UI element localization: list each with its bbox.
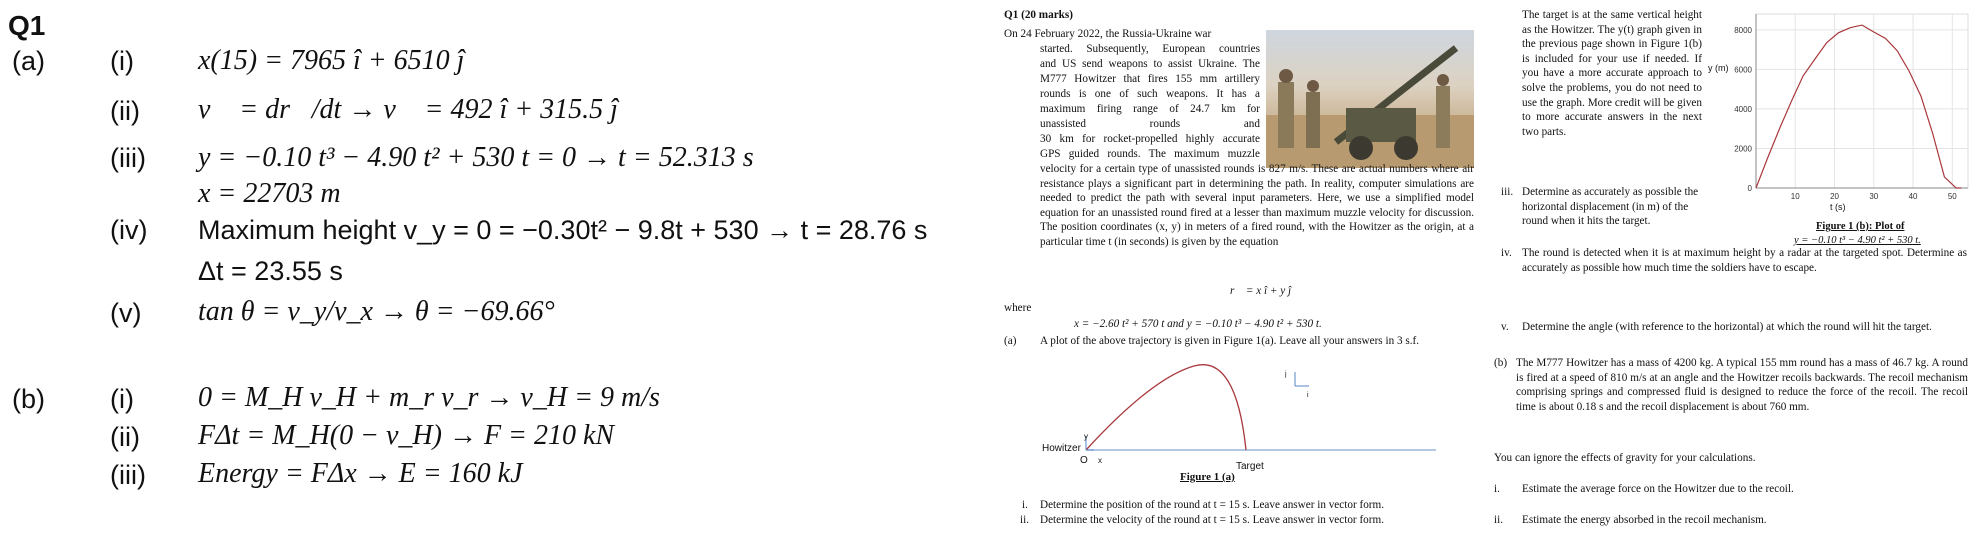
- intro-line: GPS guided rounds. The maximum muzzle: [1040, 148, 1260, 160]
- y-tick-label: 4000: [1734, 104, 1752, 114]
- item-v-text: Determine the angle (with reference to the horizontal) at which the round will hit the target.: [1522, 321, 1932, 333]
- y-tick-label: 2000: [1734, 144, 1752, 154]
- row-num: (iv): [110, 215, 148, 245]
- item-a-i-text: Determine the position of the round at t = 15 s. Leave answer in vector form.: [1040, 499, 1385, 511]
- intro-line: maximum firing range of 24.7 km for: [1040, 103, 1260, 115]
- x-tick-label: 50: [1947, 192, 1957, 201]
- item-num: i.: [1022, 499, 1028, 511]
- intro-line: and US send weapons to assist Ukraine. The: [1040, 58, 1260, 70]
- label-i: i: [1307, 392, 1309, 399]
- item-num: iii.: [1501, 186, 1514, 198]
- intro-line: M777 Howitzer that fires 155 mm artillery: [1040, 73, 1260, 85]
- part-b-label: (b): [12, 384, 45, 414]
- intro-line: On 24 February 2022, the Russia-Ukraine war: [1004, 28, 1212, 40]
- label-howitzer: Howitzer: [1042, 443, 1081, 454]
- continuation-page: [1494, 8, 1972, 532]
- item-num: ii.: [1494, 514, 1504, 526]
- row-num: (i): [110, 46, 134, 76]
- part-a-label: (a): [12, 46, 45, 76]
- item-b-ii-text: Estimate the energy absorbed in the recoil mechanism.: [1522, 514, 1767, 526]
- figure-1a-caption: Figure 1 (a): [1180, 471, 1235, 483]
- item-b-i-text: Estimate the average force on the Howitzer due to the recoil.: [1522, 483, 1794, 495]
- x-tick-label: 30: [1869, 192, 1879, 201]
- item-iii-text: Determine as accurately as possible the horizontal displacement (in m) of the round when it hits the target.: [1522, 186, 1699, 228]
- row-num: (iii): [110, 143, 146, 173]
- answer-b-ii: FΔt = M_H(0 − v_H) → F = 210 kN: [198, 420, 615, 451]
- howitzer-photo: [1266, 30, 1474, 168]
- y-tick-label: 0: [1747, 184, 1752, 193]
- item-num: v.: [1501, 321, 1509, 333]
- chart-title: Figure 1 (b): Plot of: [1816, 221, 1905, 232]
- label-target: Target: [1236, 461, 1264, 472]
- intro-line: 30 km for rocket-propelled highly accurate: [1040, 133, 1260, 145]
- x-tick-label: 20: [1830, 192, 1839, 201]
- intro-line: unassisted rounds and: [1040, 118, 1260, 130]
- where-label: where: [1004, 302, 1032, 314]
- answer-b-i: 0 = M_H v_H + m_r v_r → v_H = 9 m/s: [198, 382, 660, 413]
- part-b-label: (b): [1494, 357, 1508, 369]
- row-num: (iii): [110, 460, 146, 490]
- question-page: [1004, 8, 1474, 532]
- x-tick-label: 10: [1790, 192, 1800, 201]
- answer-a-iv: Maximum height v_y = 0 = −0.30t² − 9.8t + 530 → t = 28.76 s: [198, 215, 928, 245]
- intro-line: started. Subsequently, European countries: [1040, 43, 1260, 55]
- y-tick-label: 6000: [1734, 65, 1752, 75]
- answer-a-i: x(15) = 7965 î + 6510 ĵ: [198, 45, 465, 76]
- row-num: (i): [110, 384, 134, 414]
- question-heading: Q1 (20 marks): [1004, 9, 1073, 21]
- row-num: (ii): [110, 96, 140, 126]
- plot-area: [1756, 14, 1968, 188]
- answer-a-ii: v⃗ = dr⃗/dt → v⃗ = 492 î + 315.5 ĵ: [198, 94, 618, 125]
- right-intro: The target is at the same vertical height as the Howitzer. The y(t) graph given in the previous page shown in Figure 1(b) is included for your use if needed. If you have a more accurate approach to solve the problems, you do not need to use the graph. More credit will be given to more accurate answers in the next two parts.: [1522, 9, 1702, 138]
- item-a-ii-text: Determine the velocity of the round at t = 15 s. Leave answer in vector form.: [1040, 514, 1384, 526]
- intro-line: rounds is one of such weapons. It has a: [1040, 88, 1260, 100]
- series-line: [1756, 25, 1961, 188]
- label-y: y: [1084, 432, 1088, 441]
- answer-a-iii: y = −0.10 t³ − 4.90 t² + 530 t = 0 → t = 52.313 s: [198, 142, 754, 173]
- chart-subtitle: y = −0.10 t³ − 4.90 t² + 530 t.: [1794, 235, 1921, 246]
- row-num: (ii): [110, 422, 140, 452]
- intro-rest: velocity for a certain type of unassisted rounds is 827 m/s. These are actual numbers where air resistance plays a significant part in determining the path. In reality, computer simulations are needed to predict the path with several input parameters. Here, we use a simplified model equation for an unassisted round fired at a lesser than maximum muzzle velocity for discussion. The position coordinates (x, y) in meters of a fired round, with the Howitzer as the origin, at a particular time t (in seconds) is given by the equation: [1040, 163, 1474, 248]
- y-tick-label: 8000: [1734, 25, 1752, 35]
- part-a-text: A plot of the above trajectory is given in Figure 1(a). Leave all your answers in 3 s.f.: [1040, 335, 1420, 347]
- row-num: (v): [110, 298, 142, 328]
- item-num: i.: [1494, 483, 1500, 495]
- item-iv-text: The round is detected when it is at maximum height by a radar at the targeted spot. Determine as accurately as possible how much time the soldiers have to escape.: [1522, 247, 1967, 274]
- part-a-label: (a): [1004, 335, 1017, 347]
- x-axis-title: t (s): [1830, 202, 1846, 212]
- label-j: j: [1285, 371, 1287, 378]
- answer-a-iv-dt: Δt = 23.55 s: [198, 256, 343, 286]
- answer-b-iii: Energy = FΔx → E = 160 kJ: [198, 458, 523, 489]
- equation-r: r⃗ = x î + y ĵ: [1230, 285, 1292, 297]
- equation-xy: x = −2.60 t² + 570 t and y = −0.10 t³ − 4.90 t² + 530 t.: [1074, 318, 1322, 330]
- item-num: ii.: [1020, 514, 1030, 526]
- gravity-note: You can ignore the effects of gravity for your calculations.: [1494, 452, 1756, 464]
- label-x: x: [1098, 456, 1102, 465]
- item-num: iv.: [1501, 247, 1512, 259]
- x-tick-label: 40: [1908, 192, 1918, 201]
- solution-title: Q1: [8, 10, 46, 41]
- label-origin: O: [1080, 455, 1088, 466]
- y-axis-title: y (m): [1708, 63, 1729, 73]
- answer-a-v: tan θ = v_y/v_x → θ = −69.66°: [198, 296, 555, 327]
- trajectory-curve: [1086, 365, 1246, 450]
- part-b-text: The M777 Howitzer has a mass of 4200 kg. A typical 155 mm round has a mass of 46.7 kg. A round is fired at a speed of 810 m/s at an angle and the Howitzer recoils backwards. The recoil mechanism comprising springs and compressed fluid is designed to reduce the force of the recoil. The recoil time is about 0.18 s and the recoil displacement is about 760 mm.: [1516, 357, 1968, 413]
- answer-a-iii-x: x = 22703 m: [198, 178, 341, 209]
